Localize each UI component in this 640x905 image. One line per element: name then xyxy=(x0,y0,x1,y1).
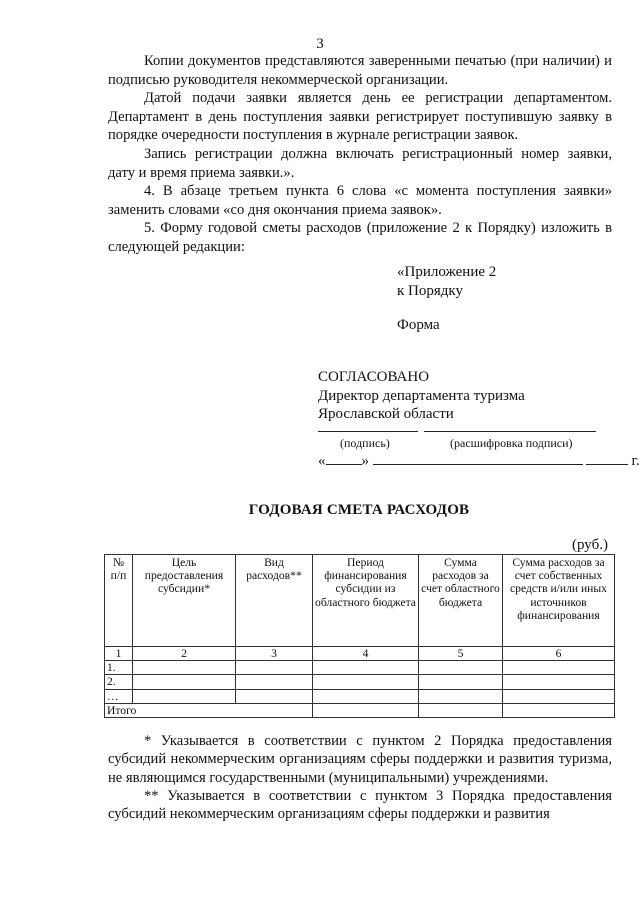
form-label: Форма xyxy=(397,317,440,333)
column-number: 2 xyxy=(133,647,236,661)
column-number: 5 xyxy=(419,647,503,661)
paragraph: Датой подачи заявки является день ее регистрации департаментом. Департамент в день поступления заявки регистрирует поступившую заявку в порядке очередности поступления в журнале регистрации заявок. xyxy=(108,90,612,144)
budget-table xyxy=(104,554,615,718)
body-text xyxy=(108,52,612,257)
table-cell xyxy=(313,689,419,703)
table-cell xyxy=(313,703,419,717)
paragraph: Запись регистрации должна включать регистрационный номер заявки, дату и время приема заявки.». xyxy=(108,145,612,181)
column-number: 1 xyxy=(105,647,133,661)
header-cell: № п/п xyxy=(105,555,133,647)
agreed-label: СОГЛАСОВАНО xyxy=(318,369,430,385)
year-blank xyxy=(586,452,628,465)
table-cell xyxy=(503,675,615,689)
date-line xyxy=(318,452,640,470)
year-suffix: г. xyxy=(631,453,640,469)
approval-block xyxy=(318,368,525,424)
total-label: Итого xyxy=(105,703,313,717)
table-cell xyxy=(503,703,615,717)
column-number: 3 xyxy=(236,647,313,661)
total-row xyxy=(105,703,615,717)
table-row xyxy=(105,689,615,703)
row-number: … xyxy=(105,689,133,703)
table-cell xyxy=(133,661,236,675)
row-number: 2. xyxy=(105,675,133,689)
day-blank xyxy=(326,452,362,465)
date-quote-open: « xyxy=(318,453,326,469)
decode-line xyxy=(424,431,596,432)
row-number: 1. xyxy=(105,661,133,675)
table-cell xyxy=(503,661,615,675)
date-quote-close: » xyxy=(361,453,369,469)
paragraph: 5. Форму годовой сметы расходов (приложение 2 к Порядку) изложить в следующей редакции: xyxy=(108,220,612,255)
paragraph: 4. В абзаце третьем пункта 6 слова «с момента поступления заявки» заменить словами «со дня окончания приема заявок». xyxy=(108,183,612,218)
table-cell xyxy=(313,661,419,675)
table-cell xyxy=(236,689,313,703)
header-cell: Период финансирования субсидии из областного бюджета xyxy=(313,555,419,647)
header-row xyxy=(105,555,615,647)
paragraph: Копии документов представляются заверенными печатью (при наличии) и подписью руководителя некоммерческой организации. xyxy=(108,53,612,88)
approver-region: Ярославской области xyxy=(318,406,454,422)
table-cell xyxy=(236,661,313,675)
signature-label: (подпись) xyxy=(340,436,390,450)
table-row xyxy=(105,675,615,689)
appendix-caption xyxy=(397,263,496,301)
table-cell xyxy=(419,689,503,703)
table-cell xyxy=(133,689,236,703)
appendix-line: «Приложение 2 xyxy=(397,264,497,280)
currency-unit: (руб.) xyxy=(572,537,608,553)
approver-position: Директор департамента туризма xyxy=(318,387,525,404)
table-cell xyxy=(313,675,419,689)
header-cell: Сумма расходов за счет областного бюджета xyxy=(419,555,503,647)
document-title: ГОДОВАЯ СМЕТА РАСХОДОВ xyxy=(248,502,470,518)
column-number: 6 xyxy=(503,647,615,661)
table-cell xyxy=(236,675,313,689)
column-number-row xyxy=(105,647,615,661)
table-cell xyxy=(133,675,236,689)
table-cell xyxy=(419,675,503,689)
appendix-line: к Порядку xyxy=(397,283,463,299)
column-number: 4 xyxy=(313,647,419,661)
table-cell xyxy=(419,703,503,717)
header-cell: Вид расходов** xyxy=(236,555,313,647)
footnote: * Указывается в соответствии с пунктом 2 Порядка предоставления субсидий некоммерческим организациям сферы поддержки и развития туризма, не являющимся государственными (муниципальными) учреждениями. xyxy=(108,733,612,786)
decode-label: (расшифровка подписи) xyxy=(450,436,573,450)
table-cell xyxy=(419,661,503,675)
header-cell: Цель предоставления субсидии* xyxy=(133,555,236,647)
table-cell xyxy=(503,689,615,703)
footnotes xyxy=(108,732,612,823)
footnote: ** Указывается в соответствии с пунктом 3 Порядка предоставления субсидий некоммерческим организациям сферы поддержки и развития xyxy=(108,787,612,823)
header-cell: Сумма расходов за счет собственных средств и/или иных источников финансирования xyxy=(503,555,615,647)
month-blank xyxy=(373,452,583,465)
table-row xyxy=(105,661,615,675)
signature-line xyxy=(318,431,418,432)
page-number: 3 xyxy=(316,36,324,52)
